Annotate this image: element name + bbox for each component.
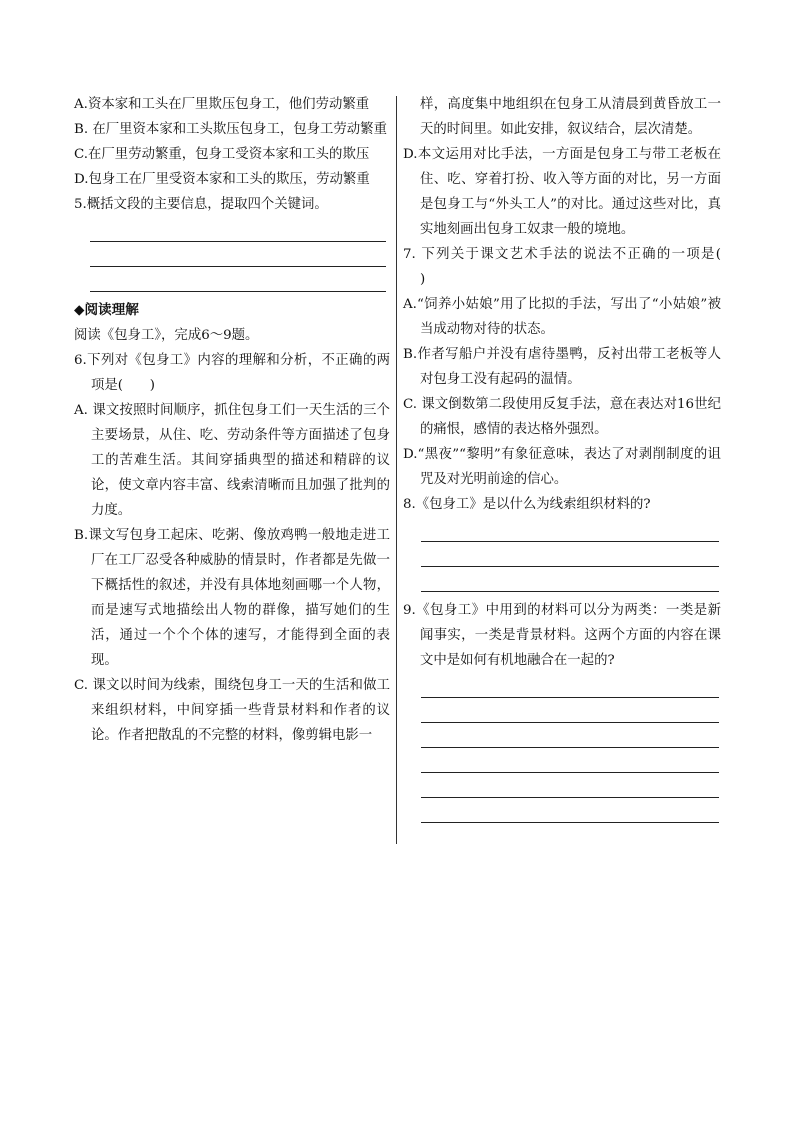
answer-line-q9-5[interactable] [421,773,719,798]
answer-line-q9-6[interactable] [421,798,719,823]
answer-line-q8-2[interactable] [421,542,719,567]
answer-line-q5-3[interactable] [90,267,386,292]
q4-option-d: D.包身工在厂里受资本家和工头的欺压，劳动繁重 [74,172,370,187]
answer-line-q5-1[interactable] [90,217,386,242]
q7-option-d: D.“黑夜”“黎明”有象征意味，表达了对剥削制度的诅咒及对光明前途的信心。 [403,447,721,487]
q8-question: 8.《包身工》是以什么为线索组织材料的? [403,497,651,512]
answer-line-q9-3[interactable] [421,723,719,748]
q6-option-c-continued: 样，高度集中地组织在包身工从清晨到黄昏放工一天的时间里。如此安排，叙议结合，层次清楚。 [420,97,721,137]
answer-line-q8-1[interactable] [421,517,719,542]
right-column [403,92,748,823]
answer-line-q8-3[interactable] [421,567,719,592]
answer-line-q9-2[interactable] [421,698,719,723]
q4-option-c: C.在厂里劳动繁重，包身工受资本家和工头的欺压 [74,147,370,162]
q6-option-c: C. 课文以时间为线索，围绕包身工一天的生活和做工来组织材料，中间穿插一些背景材料和作者的议论。作者把散乱的不完整的材料，像剪辑电影一 [74,678,390,743]
q9-question: 9.《包身工》中用到的材料可以分为两类：一类是新闻事实，一类是背景材料。这两个方面的内容在课文中是如何有机地融合在一起的? [403,603,721,668]
left-column [74,92,390,748]
answer-line-q5-2[interactable] [90,242,386,267]
q6-option-b: B.课文写包身工起床、吃粥、像放鸡鸭一般地走进工厂在工厂忍受各种威胁的情景时，作者都是先做一下概括性的叙述，并没有具体地刻画哪一个人物，而是速写式地描绘出人物的群像，描写她们的生活，通过一个个个体的速写，才能得到全面的表现。 [74,528,390,668]
answer-line-q9-4[interactable] [421,748,719,773]
q5-question: 5.概括文段的主要信息，提取四个关键词。 [74,197,328,212]
q7-option-c: C. 课文倒数第二段使用反复手法，意在表达对16世纪的痛恨，感情的表达格外强烈。 [403,397,721,437]
q7-option-a: A.“饲养小姑娘”用了比拟的手法，写出了“小姑娘”被当成动物对待的状态。 [403,297,721,337]
answer-line-q9-1[interactable] [421,673,719,698]
q4-option-b: B. 在厂里资本家和工头欺压包身工，包身工劳动繁重 [74,122,387,137]
q6-option-a: A. 课文按照时间顺序，抓住包身工们一天生活的三个主要场景，从住、吃、劳动条件等方面描述了包身工的苦难生活。其间穿插典型的描述和精辟的议论，使文章内容丰富、线索清晰而且加强了批判的力度。 [74,403,390,518]
q4-option-a: A.资本家和工头在厂里欺压包身工，他们劳动繁重 [74,97,370,112]
section-heading: ◆阅读理解 [74,302,139,318]
column-divider [396,96,397,844]
q7-option-b: B.作者写船户并没有虐待墨鸭，反衬出带工老板等人对包身工没有起码的温情。 [403,347,721,387]
q6-option-d: D.本文运用对比手法，一方面是包身工与带工老板在住、吃、穿着打扮、收入等方面的对比，另一方面是包身工与“外头工人”的对比。通过这些对比，真实地刻画出包身工奴隶一般的境地。 [403,147,721,237]
section-instruction: 阅读《包身工》，完成6～9题。 [74,328,259,343]
q7-stem: 7. 下列关于课文艺术手法的说法不正确的一项是( ) [403,247,748,287]
q6-stem: 6.下列对《包身工》内容的理解和分析，不正确的两项是( ) [74,353,390,393]
